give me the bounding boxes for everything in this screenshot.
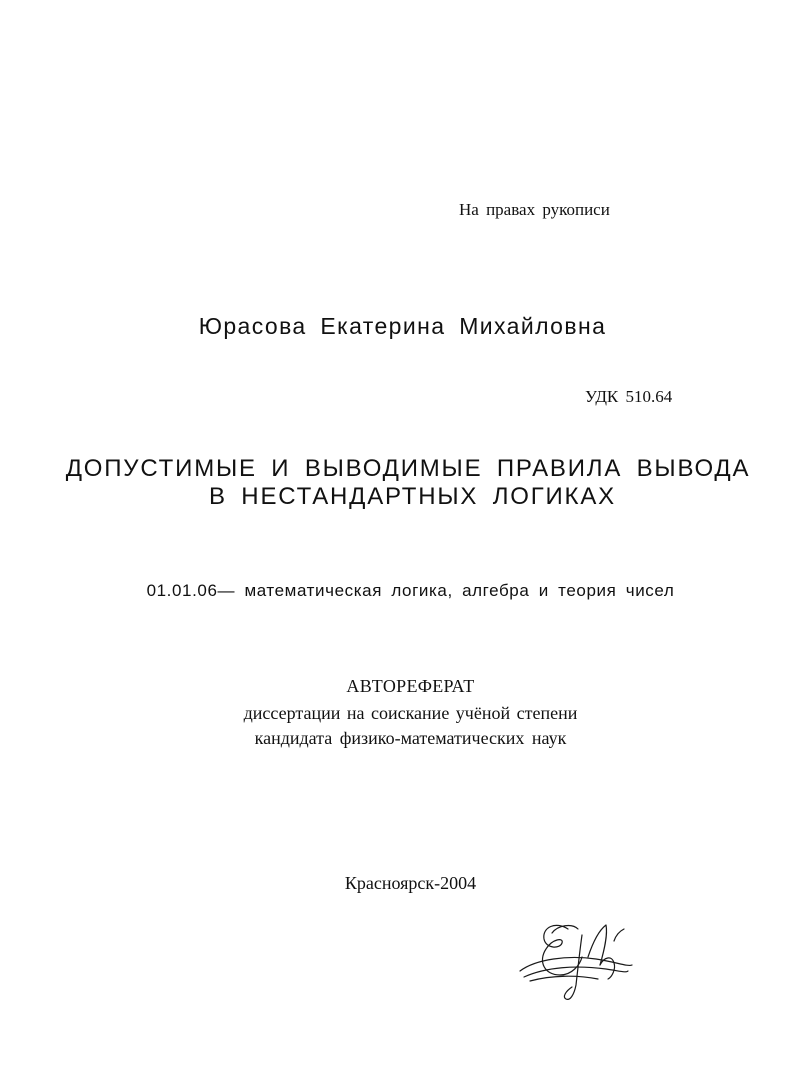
udc-code: УДК 510.64 — [585, 387, 673, 406]
handwritten-signature — [516, 915, 636, 1005]
degree-description-line-2: кандидата физико-математических наук — [254, 728, 567, 748]
city-year: Красноярск-2004 — [344, 873, 477, 893]
degree-description-line-1: диссертации на соискание учёной степени — [243, 703, 578, 723]
title-line-1: ДОПУСТИМЫЕ И ВЫВОДИМЫЕ ПРАВИЛА ВЫВОДА — [65, 455, 751, 482]
rights-note: На правах рукописи — [459, 200, 610, 219]
title-line-2: В НЕСТАНДАРТНЫХ ЛОГИКАХ — [209, 483, 616, 510]
document-type-label: АВТОРЕФЕРАТ — [346, 676, 475, 696]
specialty-code: 01.01.06— математическая логика, алгебра и теория чисел — [146, 581, 675, 600]
author-name: Юрасова Екатерина Михайловна — [198, 313, 607, 339]
